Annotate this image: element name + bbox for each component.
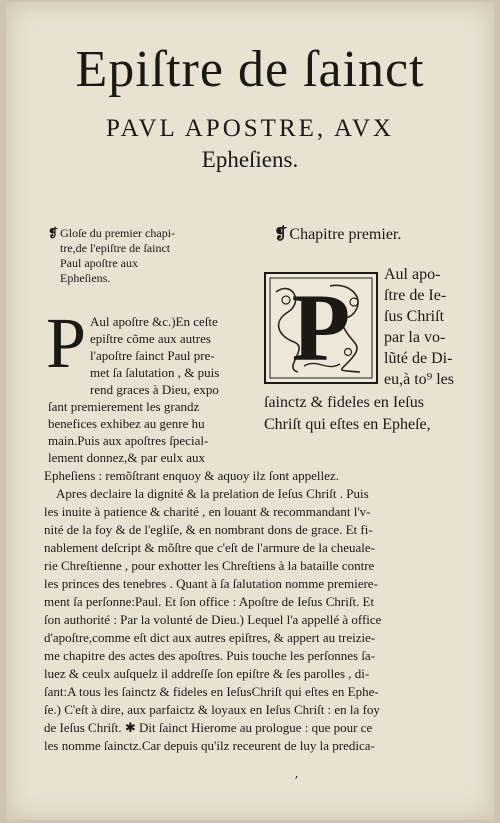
body-line: nité de la foy & de l'egliſe, & en nombrant dons de grace. Et fi- <box>44 522 373 537</box>
body-line: de Ieſus Chriſt. ✱ Dit ſainct Hierome au prologue : que pour ce <box>44 720 373 735</box>
body-line: les nomme ſainctz.Car depuis qu'ilz receurent de luy la predica- <box>44 738 375 753</box>
chapter-line: ſus Chriſt <box>384 308 445 325</box>
gloss-line: l'apoſtre ſainct Paul pre- <box>90 348 215 363</box>
gloss-heading-line: ❡ Gloſe du premier chapi- <box>48 226 176 240</box>
chapter-line: lũté de Di- <box>384 350 453 367</box>
body-line: ſant:A tous les ſainctz & fideles en IeſusChriſt qui eſtes en Ephe- <box>44 684 379 699</box>
body-line: ment ſa perſonne:Paul. Et ſon office : Apoſtre de Ieſus Chriſt. Et <box>44 594 375 609</box>
gloss-line: lement donnez,& par eulx aux <box>48 450 206 465</box>
body-line: luez & ceulx auſquelz il addreſſe ſon epiſtre & ſes parolles , di- <box>44 666 370 681</box>
chapter-line: eu,à to⁹ les <box>384 371 454 388</box>
gloss-line: Aul apoſtre &c.)En ceſte <box>90 314 218 329</box>
gloss-heading-line: Epheſiens. <box>60 271 111 285</box>
gloss-line: ſant premierement les grandz <box>48 399 200 414</box>
gloss-line: benefices exhibez au genre hu <box>48 416 205 431</box>
chapter-heading: ❡ Chapitre premier. <box>274 226 402 243</box>
pilcrow-icon: ❡ <box>48 226 59 240</box>
decorated-initial-letter: P <box>291 274 351 381</box>
gloss-line: main.Puis aux apoſtres ſpecial- <box>48 433 209 448</box>
subtitle-line-2: Epheſiens. <box>201 147 299 172</box>
pilcrow-icon: ❡ <box>274 226 288 243</box>
body-line: ſon authorité : Par la volunté de Dieu.) Lequel l'a appellé à office <box>44 612 382 627</box>
gloss-heading-line: tre,de l'epiſtre de ſainct <box>60 241 171 255</box>
gloss-heading-line: Paul apoſtre aux <box>60 256 138 270</box>
body-line: Epheſiens : remõſtrant enquoy & aquoy ilz ſont appellez. <box>44 468 339 483</box>
chapter-line: Chriſt qui eſtes en Epheſe, <box>264 416 431 433</box>
book-page <box>6 2 494 820</box>
body-line: rie Chreſtienne , pour exhotter les Chreſtiens à la bataille contre <box>44 558 375 573</box>
decorated-initial-frame-icon <box>264 272 378 384</box>
chapter-line: ſtre de Ie- <box>384 287 447 304</box>
gloss-drop-cap: P <box>46 303 87 383</box>
page-footmark: ʼ <box>294 774 298 788</box>
decorated-initial <box>264 272 378 384</box>
gloss-line: rend graces à Dieu, expo <box>90 382 219 397</box>
gloss-line: met ſa ſalutation , & puis <box>90 365 220 380</box>
body-line: ſe.) C'eſt à dire, aux parfaictz & loyaux en Ieſus Chriſt : en la foy <box>44 702 380 717</box>
page-title: Epiſtre de ſainct <box>75 41 425 98</box>
body-line: d'apoſtre,comme eſt dict aux autres epiſtres, & appert au treizie- <box>44 630 376 645</box>
body-line: les inuite à patience & charité , en louant & recommandant l'v- <box>44 504 371 519</box>
body-line: Apres declaire la dignité & la prelation de Ieſus Chriſt . Puis <box>56 486 369 501</box>
gloss-line: epiſtre cõme aux autres <box>90 331 211 346</box>
subtitle-line-1: PAVL APOSTRE, AVX <box>106 115 394 142</box>
chapter-line: Aul apo- <box>384 266 441 283</box>
chapter-line: par la vo- <box>384 329 446 346</box>
body-line: nablement deſcript & mõſtre que c'eſt de l'armure de la cheuale- <box>44 540 375 555</box>
body-line: les princes des tenebres . Quant à ſa ſalutation nomme premiere- <box>44 576 378 591</box>
chapter-line: ſainctz & fideles en Ieſus <box>264 394 424 411</box>
gloss-heading <box>48 226 258 286</box>
body-line: me chapitre des actes des apoſtres. Puis touche les perſonnes ſa- <box>44 648 376 663</box>
